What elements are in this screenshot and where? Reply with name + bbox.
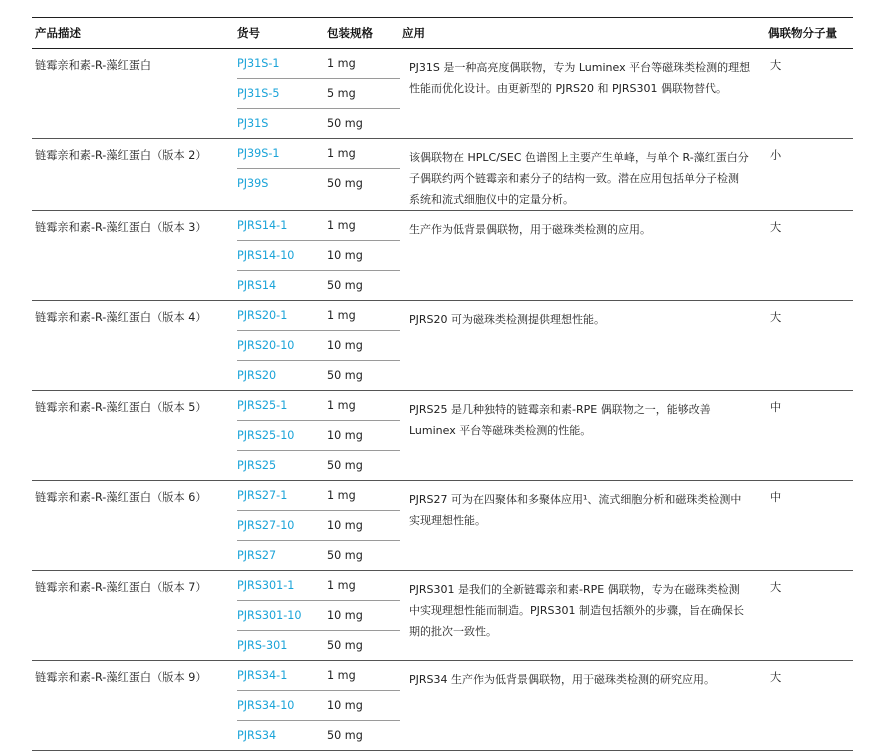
molecular-size: 小 [770, 149, 782, 162]
catalog-number-link[interactable]: PJRS14 [237, 279, 277, 292]
table-row [237, 211, 400, 240]
catalog-number-link[interactable]: PJ31S [237, 117, 269, 130]
table-row [237, 630, 400, 660]
table-row [237, 139, 400, 168]
table-row-group [32, 571, 853, 661]
product-description: 链霉亲和素-R-藻红蛋白（版本 5） [35, 401, 207, 414]
application-line: PJRS27 可为在四聚体和多聚体应用¹、流式细胞分析和磁珠类检测中 [409, 493, 742, 506]
application-text [400, 139, 761, 210]
header-application: 应用 [402, 26, 425, 40]
catalog-number-link[interactable]: PJ31S-1 [237, 57, 280, 70]
catalog-number-link[interactable]: PJRS20-1 [237, 309, 288, 322]
table-row [237, 391, 400, 420]
package-size: 1 mg [327, 489, 356, 502]
molecular-size: 大 [770, 581, 782, 594]
table-row [237, 168, 400, 198]
product-description: 链霉亲和素-R-藻红蛋白（版本 3） [35, 221, 207, 234]
package-size: 50 mg [327, 459, 363, 472]
package-size: 50 mg [327, 639, 363, 652]
package-size: 10 mg [327, 429, 363, 442]
catalog-number-link[interactable]: PJRS301-1 [237, 579, 295, 592]
application-line: Luminex 平台等磁珠类检测的性能。 [409, 424, 592, 437]
application-text [400, 481, 761, 570]
catalog-number-link[interactable]: PJRS14-1 [237, 219, 288, 232]
table-row [237, 420, 400, 450]
product-description: 链霉亲和素-R-藻红蛋白（版本 6） [35, 491, 207, 504]
catalog-number-link[interactable]: PJRS14-10 [237, 249, 295, 262]
application-line: PJRS34 生产作为低背景偶联物，用于磁珠类检测的研究应用。 [409, 673, 715, 686]
application-text [400, 571, 761, 660]
table-row [237, 49, 400, 78]
package-size: 1 mg [327, 147, 356, 160]
molecular-size: 大 [770, 221, 782, 234]
product-variants [237, 661, 400, 750]
package-size: 1 mg [327, 669, 356, 682]
table-row-group [32, 481, 853, 571]
table-row [237, 78, 400, 108]
catalog-number-link[interactable]: PJ39S-1 [237, 147, 280, 160]
table-row [237, 720, 400, 750]
package-size: 50 mg [327, 549, 363, 562]
application-line: 该偶联物在 HPLC/SEC 色谱图上主要产生单峰，与单个 R-藻红蛋白分 [409, 151, 749, 164]
application-line: PJ31S 是一种高亮度偶联物，专为 Luminex 平台等磁珠类检测的理想 [409, 61, 751, 74]
table-row [237, 360, 400, 390]
product-description: 链霉亲和素-R-藻红蛋白（版本 7） [35, 581, 207, 594]
table-row-group [32, 301, 853, 391]
catalog-number-link[interactable]: PJ39S [237, 177, 269, 190]
application-line: 中实现理想性能而制造。PJRS301 制造包括额外的步骤，旨在确保长 [409, 604, 744, 617]
application-text [400, 211, 761, 300]
molecular-size: 大 [770, 671, 782, 684]
package-size: 50 mg [327, 279, 363, 292]
application-text [400, 391, 761, 480]
table-row [237, 510, 400, 540]
product-variants [237, 391, 400, 480]
catalog-number-link[interactable]: PJRS27-1 [237, 489, 288, 502]
package-size: 1 mg [327, 579, 356, 592]
application-line: 实现理想性能。 [409, 514, 486, 527]
table-row [237, 571, 400, 600]
table-row [237, 301, 400, 330]
product-description: 链霉亲和素-R-藻红蛋白（版本 2） [35, 149, 207, 162]
package-size: 50 mg [327, 729, 363, 742]
package-size: 50 mg [327, 369, 363, 382]
catalog-number-link[interactable]: PJ31S-5 [237, 87, 280, 100]
catalog-number-link[interactable]: PJRS34-10 [237, 699, 295, 712]
product-variants [237, 481, 400, 570]
application-line: PJRS20 可为磁珠类检测提供理想性能。 [409, 313, 605, 326]
catalog-number-link[interactable]: PJRS301-10 [237, 609, 302, 622]
package-size: 10 mg [327, 249, 363, 262]
catalog-number-link[interactable]: PJRS25-1 [237, 399, 288, 412]
table-row [237, 690, 400, 720]
catalog-number-link[interactable]: PJRS20 [237, 369, 277, 382]
package-size: 1 mg [327, 57, 356, 70]
table-row-group [32, 391, 853, 481]
table-row-group [32, 211, 853, 301]
catalog-number-link[interactable]: PJRS34-1 [237, 669, 288, 682]
application-line: 期的批次一致性。 [409, 625, 497, 638]
package-size: 10 mg [327, 699, 363, 712]
molecular-size: 大 [770, 311, 782, 324]
package-size: 5 mg [327, 87, 356, 100]
catalog-number-link[interactable]: PJRS20-10 [237, 339, 295, 352]
product-variants [237, 571, 400, 660]
molecular-size: 大 [770, 59, 782, 72]
catalog-number-link[interactable]: PJRS-301 [237, 639, 288, 652]
product-description: 链霉亲和素-R-藻红蛋白（版本 4） [35, 311, 207, 324]
table-row [237, 108, 400, 138]
molecular-size: 中 [770, 491, 782, 504]
application-line: PJRS301 是我们的全新链霉亲和素-RPE 偶联物，专为在磁珠类检测 [409, 583, 740, 596]
application-line: 性能而优化设计。由更新型的 PJRS20 和 PJRS301 偶联物替代。 [409, 82, 727, 95]
application-text [400, 301, 761, 390]
table-row [237, 330, 400, 360]
application-line: PJRS25 是几种独特的链霉亲和素-RPE 偶联物之一，能够改善 [409, 403, 711, 416]
table-row [237, 600, 400, 630]
catalog-number-link[interactable]: PJRS25 [237, 459, 277, 472]
table-row [237, 270, 400, 300]
product-variants [237, 49, 400, 138]
catalog-number-link[interactable]: PJRS25-10 [237, 429, 295, 442]
catalog-number-link[interactable]: PJRS27 [237, 549, 277, 562]
application-line: 生产作为低背景偶联物，用于磁珠类检测的应用。 [409, 223, 651, 236]
molecular-size: 中 [770, 401, 782, 414]
table-row-group [32, 49, 853, 139]
product-description: 链霉亲和素-R-藻红蛋白（版本 9） [35, 671, 207, 684]
header-molecular-size: 偶联物分子量 [768, 26, 837, 40]
package-size: 50 mg [327, 177, 363, 190]
product-variants [237, 211, 400, 300]
table-row [237, 481, 400, 510]
catalog-number-link[interactable]: PJRS34 [237, 729, 277, 742]
package-size: 10 mg [327, 339, 363, 352]
application-line: 系统和流式细胞仪中的定量分析。 [409, 193, 574, 206]
table-row [237, 450, 400, 480]
product-description: 链霉亲和素-R-藻红蛋白 [35, 59, 152, 72]
table-row-group [32, 139, 853, 211]
table-row [237, 540, 400, 570]
table-row [237, 661, 400, 690]
product-variants [237, 301, 400, 390]
table-row [237, 240, 400, 270]
product-variants [237, 139, 400, 210]
table-body [32, 49, 853, 751]
table-header [32, 17, 853, 49]
catalog-number-link[interactable]: PJRS27-10 [237, 519, 295, 532]
package-size: 1 mg [327, 219, 356, 232]
table-row-group [32, 661, 853, 751]
package-size: 10 mg [327, 519, 363, 532]
package-size: 1 mg [327, 309, 356, 322]
package-size: 10 mg [327, 609, 363, 622]
application-text [400, 49, 761, 138]
header-package-size: 包装规格 [327, 26, 373, 40]
application-line: 子偶联约两个链霉亲和素分子的结构一致。潜在应用包括单分子检测 [409, 172, 739, 185]
package-size: 1 mg [327, 399, 356, 412]
header-description: 产品描述 [35, 26, 81, 40]
application-text [400, 661, 761, 750]
header-catalog-number: 货号 [237, 26, 260, 40]
package-size: 50 mg [327, 117, 363, 130]
product-table [32, 17, 853, 751]
